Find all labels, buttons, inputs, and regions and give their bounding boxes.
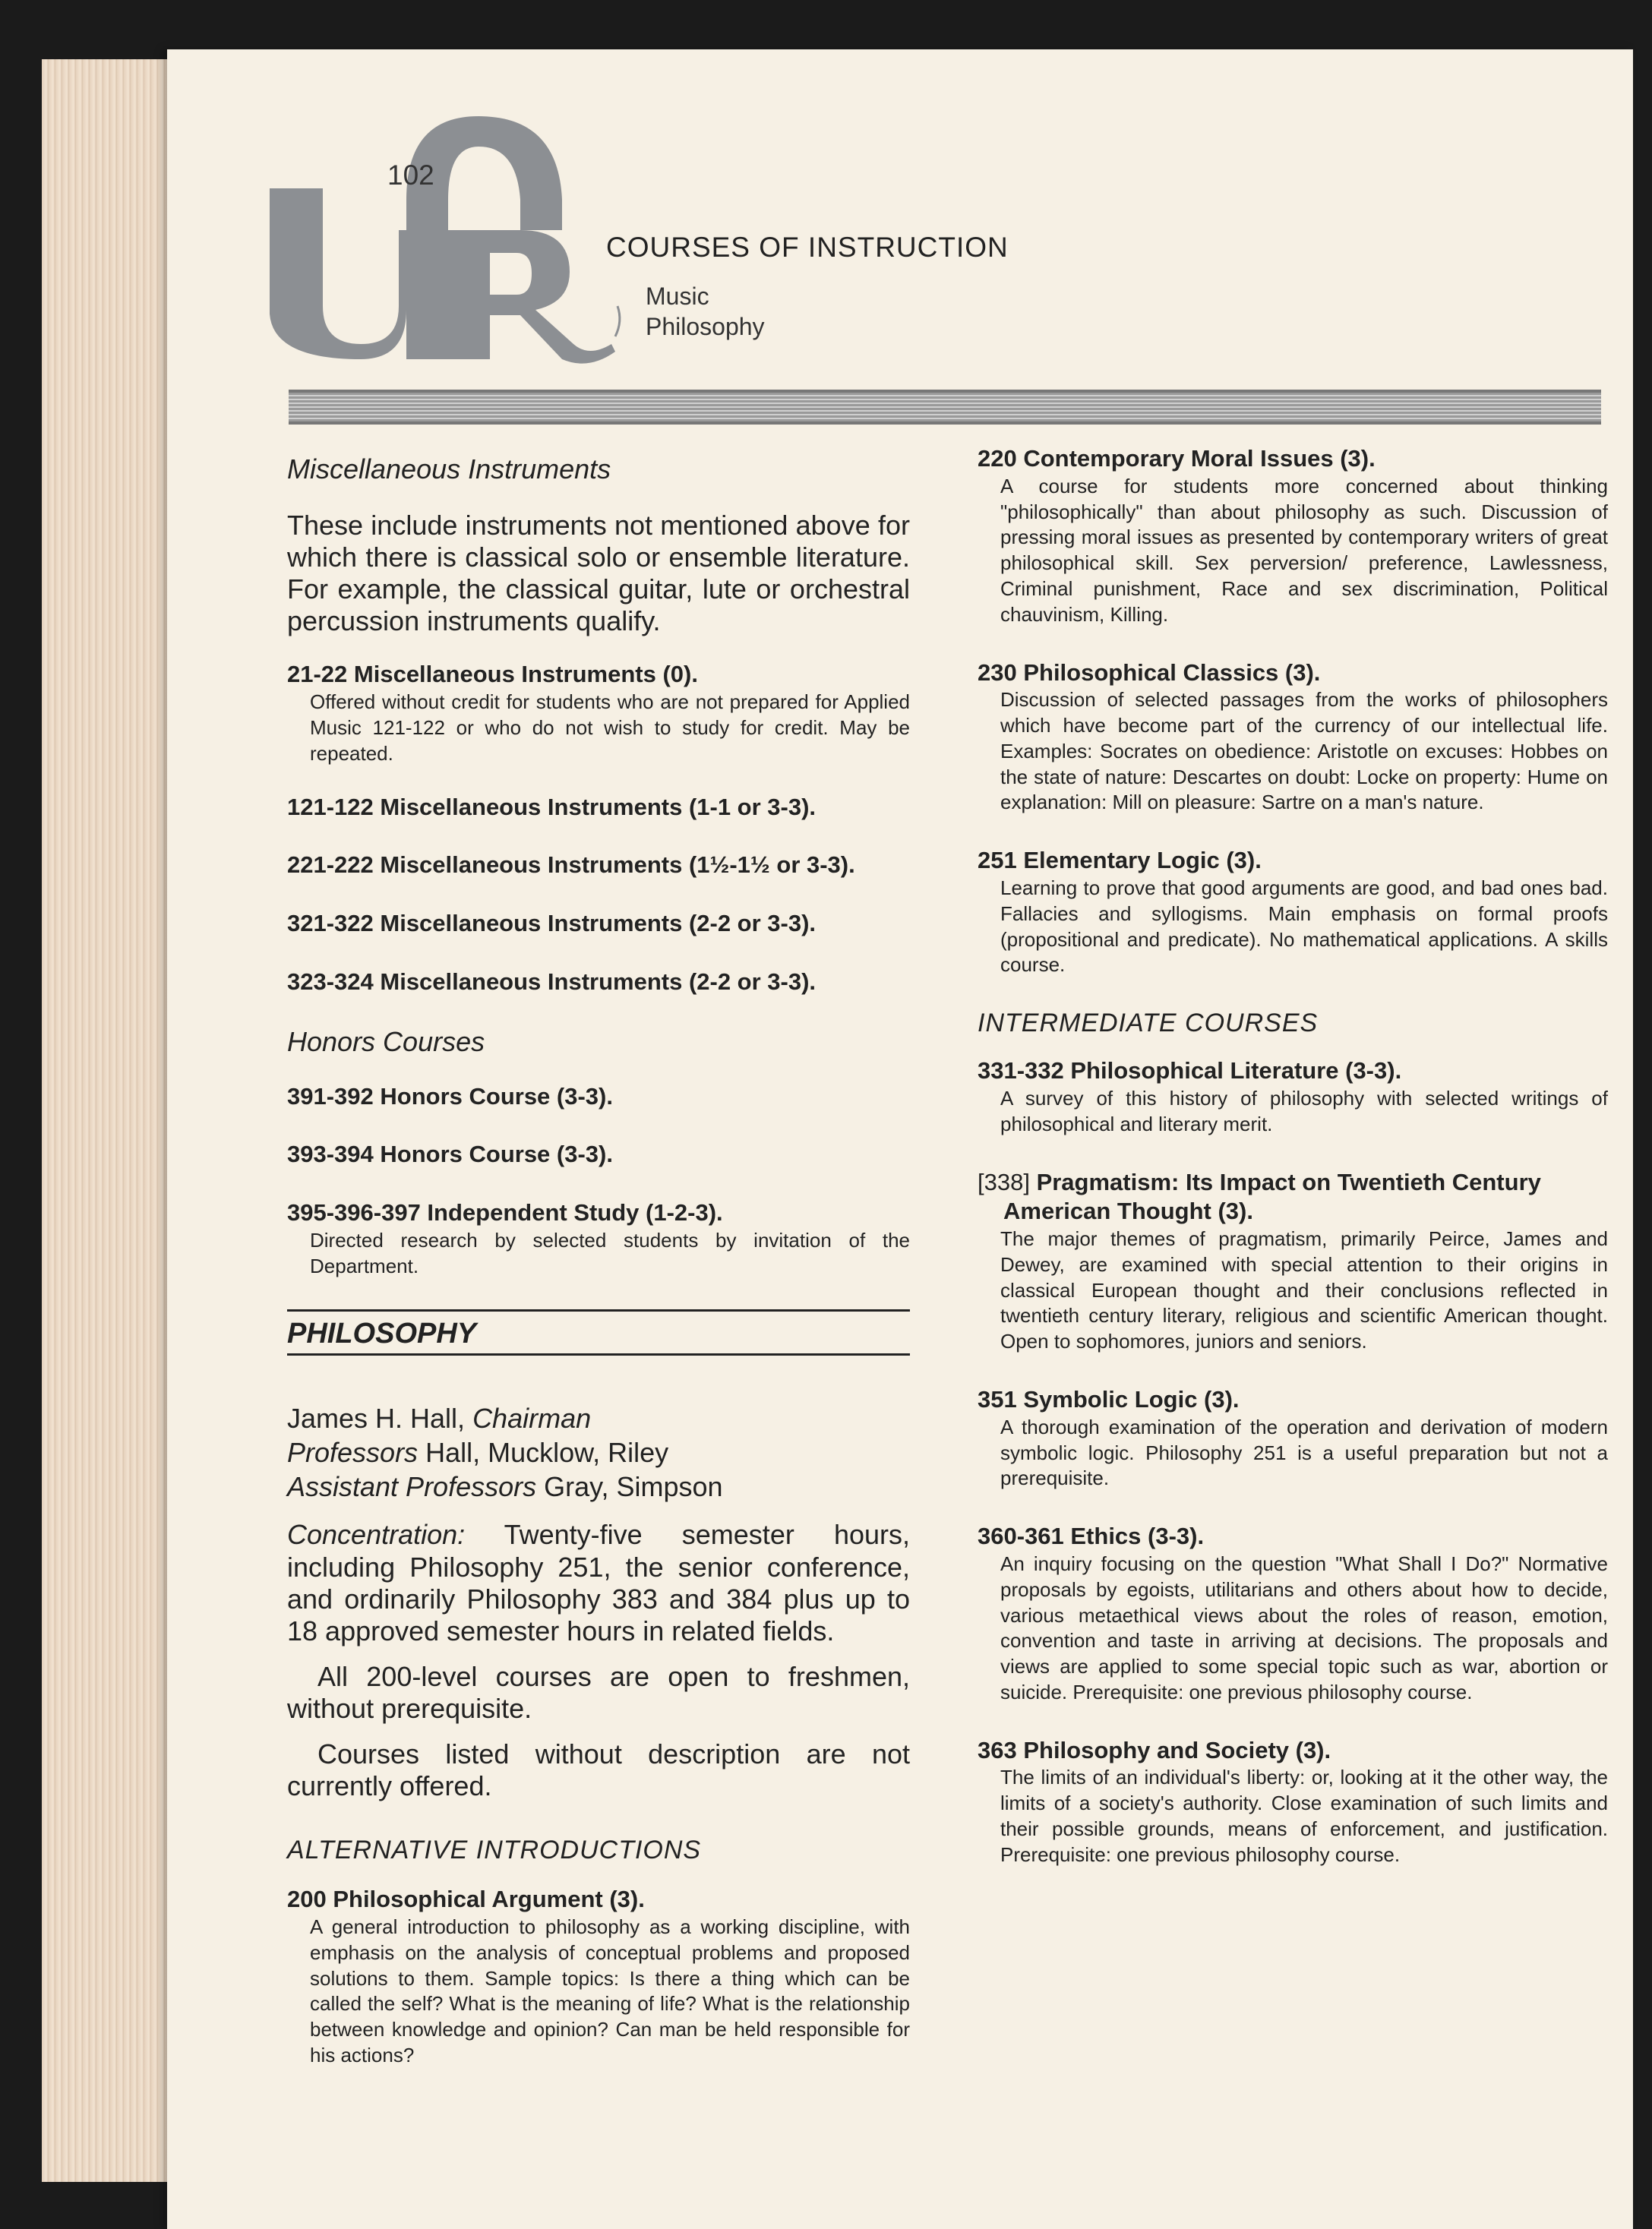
course-entry — [978, 1522, 1608, 1706]
left-column — [287, 444, 910, 2095]
course-description: An inquiry focusing on the question "What Shall I Do?" Normative proposals by egoists, utilitarians and others about how to decide, various metaethical views about the roles of reason, emotion, convention and taste in arriving at decisions. The proposals and views are applied to some special topic such as war, abortion or suicide. Prerequisite: one previous philosophy course. — [1000, 1552, 1608, 1703]
course-number-bracketed: [338] — [978, 1168, 1037, 1195]
professors-role: Professors — [287, 1437, 419, 1469]
course-entry — [287, 909, 910, 939]
honors-heading: Honors Courses — [287, 1025, 485, 1057]
concentration-text: Twenty-five semester hours, including Philosophy 251, the senior conference, and ordinarily Philosophy 383 and 384 plus up to 18 approved semester hours in related fields. — [287, 1519, 910, 1646]
catalog-page — [167, 49, 1633, 2229]
course-entry — [978, 1168, 1608, 1355]
alternative-introductions-heading: ALTERNATIVE INTRODUCTIONS — [287, 1836, 702, 1865]
course-entry — [287, 1198, 910, 1279]
course-title — [978, 1168, 1608, 1227]
course-title: 251 Elementary Logic (3). — [978, 847, 1262, 874]
misc-instruments-heading: Miscellaneous Instruments — [287, 453, 611, 485]
section-subtitle-music: Music — [646, 283, 709, 310]
faculty-list — [287, 1401, 910, 1504]
freshmen-paragraph: All 200-level courses are open to freshmen, without prerequisite. — [287, 1660, 910, 1724]
course-entry — [287, 1082, 910, 1112]
course-entry — [287, 1140, 910, 1170]
course-entry — [978, 1736, 1608, 1868]
course-description: Learning to prove that good arguments are good, and bad ones bad. Fallacies and syllogisms. Main emphasis on formal proofs (propositional and predicate). No mathematical applications. A skills course. — [1000, 876, 1608, 977]
assistant-role: Assistant Professors — [287, 1471, 537, 1503]
concentration-paragraph — [287, 1519, 910, 1646]
header-rule — [289, 390, 1601, 425]
department-title: PHILOSOPHY — [287, 1318, 477, 1350]
course-entry — [978, 658, 1608, 816]
course-entry — [978, 1385, 1608, 1492]
course-title: 395-396-397 Independent Study (1-2-3). — [287, 1199, 723, 1227]
course-entry — [978, 444, 1608, 628]
course-title: 393-394 Honors Course (3-3). — [287, 1141, 613, 1168]
course-description: Offered without credit for students who are not prepared for Applied Music 121-122 or who do not wish to study for credit. May be repeated. — [310, 690, 910, 765]
course-title: 391-392 Honors Course (3-3). — [287, 1082, 613, 1110]
chair-role: Chairman — [472, 1403, 592, 1435]
course-title: 221-222 Miscellaneous Instruments (1½-1½ or 3-3). — [287, 851, 855, 879]
course-title: 220 Contemporary Moral Issues (3). — [978, 445, 1376, 472]
course-title: 230 Philosophical Classics (3). — [978, 658, 1321, 686]
assistant-names: Gray, Simpson — [536, 1471, 723, 1503]
course-title: 331-332 Philosophical Literature (3-3). — [978, 1057, 1402, 1085]
course-entry — [287, 851, 910, 880]
course-description: The major themes of pragmatism, primarily Peirce, James and Dewey, are examined with special attention to their origins in classical European thought and their conclusions reflected in twentieth century literary, religious and scientific American thought. Open to sophomores, juniors and seniors. — [1000, 1227, 1608, 1353]
course-description: The limits of an individual's liberty: or, looking at it the other way, the limits of a society's authority. Close examination of such limits and their possible grounds, means of enforcement, and justification. Prerequisite: one previous philosophy course. — [1000, 1766, 1608, 1866]
concentration-label: Concentration: — [287, 1519, 466, 1551]
course-entry — [978, 1056, 1608, 1137]
professors-names: Hall, Mucklow, Riley — [418, 1437, 669, 1469]
section-title: COURSES OF INSTRUCTION — [606, 232, 1009, 263]
course-entry — [287, 660, 910, 766]
course-title: 323-324 Miscellaneous Instruments (2-2 or 3-3). — [287, 968, 817, 995]
misc-instruments-intro: These include instruments not mentioned above for which there is classical solo or ensemble literature. For example, the classical guitar, lute or orchestral percussion instruments qualify. — [287, 510, 910, 637]
course-title: 360-361 Ethics (3-3). — [978, 1523, 1205, 1550]
course-title: 21-22 Miscellaneous Instruments (0). — [287, 661, 698, 688]
course-title: 351 Symbolic Logic (3). — [978, 1386, 1240, 1413]
faculty-chair — [287, 1401, 910, 1435]
course-title: 121-122 Miscellaneous Instruments (1-1 or 3-3). — [287, 793, 817, 820]
right-column — [978, 444, 1608, 1899]
section-subtitle-philosophy: Philosophy — [646, 313, 765, 340]
dept-rule-bottom — [287, 1353, 910, 1356]
course-description: A survey of this history of philosophy with selected writings of philosophical and literary merit. — [1000, 1086, 1608, 1135]
course-description: A thorough examination of the operation and derivation of modern symbolic logic. Philosophy 251 is a useful preparation but not a prerequisite. — [1000, 1415, 1608, 1490]
course-title: 363 Philosophy and Society (3). — [978, 1736, 1331, 1763]
course-description: A course for students more concerned about thinking "philosophically" than about philosophy as such. Discussion of pressing moral issues as presented by contemporary writers of great philosophical skill. Sex perversion/ preference, Lawlessness, Criminal punishment, Race and sex discrimination, Political chauvinism, Killing. — [1000, 474, 1608, 626]
course-entry — [287, 793, 910, 822]
course-description: Directed research by selected students by invitation of the Department. — [310, 1228, 910, 1277]
course-description: Discussion of selected passages from the works of philosophers which have become part of the currency of our intellectual life. Examples: Socrates on obedience: Aristotle on excuses: Hobbes on the state of nature: Descartes on doubt: Locke on property: Hume on explanation: Mill on pleasure: Sartre on a man's nature. — [1000, 688, 1608, 814]
course-description: A general introduction to philosophy as a working discipline, with emphasis on the analysis of conceptual problems and proposed solutions to them. Sample topics: Is there a thing which can be called the self? What is the meaning of life? What is the relationship between knowledge and opinion? Can man be held responsible for his actions? — [310, 1915, 910, 2067]
course-entry — [287, 1885, 910, 2069]
intermediate-courses-heading: INTERMEDIATE COURSES — [978, 1009, 1319, 1038]
course-entry — [287, 968, 910, 997]
faculty-assistant — [287, 1470, 910, 1504]
faculty-professors — [287, 1435, 910, 1470]
course-title: 200 Philosophical Argument (3). — [287, 1886, 645, 1913]
course-title-text: Pragmatism: Its Impact on Twentieth Century American Thought (3). — [1003, 1168, 1541, 1225]
not-offered-paragraph: Courses listed without description are not currently offered. — [287, 1738, 910, 1802]
course-title: 321-322 Miscellaneous Instruments (2-2 or 3-3). — [287, 910, 817, 937]
chair-name: James H. Hall, — [287, 1403, 473, 1435]
course-entry — [978, 846, 1608, 978]
page-number: 102 — [387, 159, 434, 191]
